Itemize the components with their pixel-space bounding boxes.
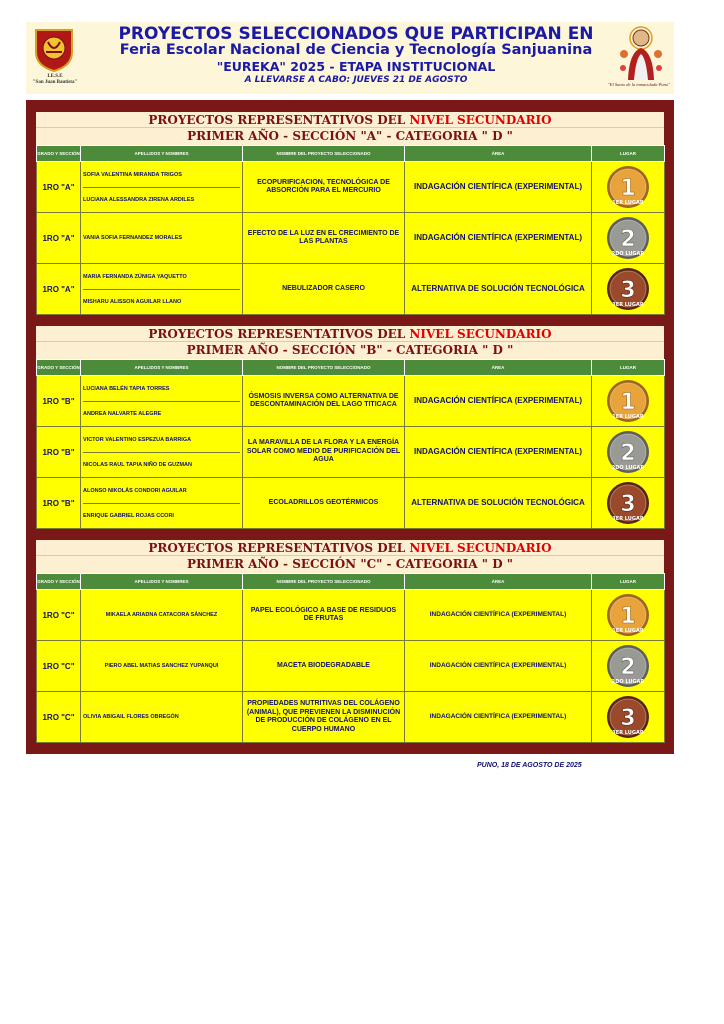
medal-number: 1 <box>620 390 636 415</box>
column-header-grado: GRADO Y SECCIÓN <box>37 360 81 376</box>
medal-number: 1 <box>620 604 636 629</box>
bronze-medal-icon <box>606 480 650 526</box>
school-label-1: I.E.S.E <box>47 74 63 79</box>
medal-label: 1ER LUGAR <box>612 200 644 206</box>
grado-cell: 1RO "A" <box>37 162 81 213</box>
school-crest-icon <box>32 26 76 72</box>
medal-number: 3 <box>620 706 636 731</box>
student-name: VANIA SOFIA FERNANDEZ MORALES <box>83 235 183 241</box>
table-header-row <box>37 146 665 162</box>
silver-medal-icon <box>606 643 650 689</box>
table-row <box>37 427 665 478</box>
student-name: MIKAELA ARIADNA CATACORA SÁNCHEZ <box>105 612 218 618</box>
grado-cell: 1RO "C" <box>37 692 81 743</box>
gold-medal-icon <box>606 592 650 638</box>
column-header-grado: GRADO Y SECCIÓN <box>37 146 81 162</box>
results-table <box>36 573 665 743</box>
names-cell <box>81 478 243 529</box>
area-cell: INDAGACIÓN CIENTÍFICA (EXPERIMENTAL) <box>405 692 592 743</box>
place-cell <box>592 427 665 478</box>
project-cell: PROPIEDADES NUTRITIVAS DEL COLÁGENO (ANIMAL), QUE PREVIENEN LA DISMINUCIÓN DE PRODUCCIÓN DE COLÁGENO EN EL CUERPO HUMANO <box>243 692 405 743</box>
column-header-grado: GRADO Y SECCIÓN <box>37 574 81 590</box>
table-row <box>37 213 665 264</box>
column-header-nombres: APELLIDOS Y NOMBRES <box>81 146 243 162</box>
page-subtitle: Feria Escolar Nacional de Ciencia y Tecnología Sanjuanina <box>119 42 593 58</box>
project-cell: ÓSMOSIS INVERSA COMO ALTERNATIVA DE DESCONTAMINACIÓN DEL LAGO TITICACA <box>243 376 405 427</box>
section-title: PROYECTOS REPRESENTATIVOS DEL NIVEL SECUNDARIO <box>36 326 664 342</box>
section-title: PROYECTOS REPRESENTATIVOS DEL NIVEL SECUNDARIO <box>36 112 664 128</box>
names-cell <box>81 590 243 641</box>
medal-label: 2DO LUGAR <box>611 679 645 685</box>
area-cell: INDAGACIÓN CIENTÍFICA (EXPERIMENTAL) <box>405 213 592 264</box>
column-header-area: ÁREA <box>405 574 592 590</box>
student-name: PIERO ABEL MATIAS SANCHEZ YUPANQUI <box>104 663 219 669</box>
medal-number: 2 <box>620 227 636 252</box>
section-title-highlight: NIVEL SECUNDARIO <box>409 113 552 127</box>
project-cell: MACETA BIODEGRADABLE <box>243 641 405 692</box>
right-logo-caption: "El Santo de la inmaculada Puno" <box>607 82 671 87</box>
medal-label: 3ER LUGAR <box>612 516 644 522</box>
grado-cell: 1RO "B" <box>37 478 81 529</box>
grado-cell: 1RO "B" <box>37 376 81 427</box>
column-header-proyecto: NOMBRE DEL PROYECTO SELECCIONADO <box>243 360 405 376</box>
table-header-row <box>37 574 665 590</box>
medal-label: 2DO LUGAR <box>611 251 645 257</box>
table-row <box>37 376 665 427</box>
medal-label: 1ER LUGAR <box>612 628 644 634</box>
student-name: NICOLAS RAUL TAPIA NIÑO DE GUZMAN <box>83 452 240 477</box>
table-row <box>37 162 665 213</box>
project-cell: LA MARAVILLA DE LA FLORA Y LA ENERGÍA SOLAR COMO MEDIO DE PURIFICACIÓN DEL AGUA <box>243 427 405 478</box>
section-c <box>36 540 664 743</box>
grado-cell: 1RO "A" <box>37 264 81 315</box>
student-name: ALONSO NIKOLÁS CONDORI AGUILAR <box>83 487 187 494</box>
place-cell <box>592 162 665 213</box>
area-cell: INDAGACIÓN CIENTÍFICA (EXPERIMENTAL) <box>405 590 592 641</box>
place-cell <box>592 641 665 692</box>
silver-medal-icon <box>606 429 650 475</box>
area-cell: INDAGACIÓN CIENTÍFICA (EXPERIMENTAL) <box>405 162 592 213</box>
table-row <box>37 692 665 743</box>
names-cell <box>81 264 243 315</box>
section-a <box>36 112 664 315</box>
section-subtitle: PRIMER AÑO - SECCIÓN "B" - CATEGORIA " D " <box>186 343 514 357</box>
column-header-nombres: APELLIDOS Y NOMBRES <box>81 574 243 590</box>
project-cell: ECOLADRILLOS GEOTÉRMICOS <box>243 478 405 529</box>
table-row <box>37 590 665 641</box>
student-name: ENRIQUE GABRIEL ROJAS CCORI <box>83 503 240 528</box>
table-row <box>37 478 665 529</box>
medal-number: 3 <box>620 278 636 303</box>
student-name: LUCIANA ALESSANDRA ZIRENA ARDILES <box>83 187 240 212</box>
medal-number: 1 <box>620 176 636 201</box>
place-cell <box>592 213 665 264</box>
place-cell <box>592 264 665 315</box>
student-name: SOFIA VALENTINA MIRANDA TRIGOS <box>83 171 182 178</box>
table-row <box>37 264 665 315</box>
names-cell <box>81 427 243 478</box>
edition-title: "EUREKA" 2025 - ETAPA INSTITUCIONAL <box>216 59 496 74</box>
student-name: LUCIANA BELÉN TAPIA TORRES <box>83 385 170 392</box>
names-cell <box>81 213 243 264</box>
table-row <box>37 641 665 692</box>
section-subtitle: PRIMER AÑO - SECCIÓN "A" - CATEGORIA " D " <box>187 129 513 143</box>
bronze-medal-icon <box>606 694 650 740</box>
grado-cell: 1RO "A" <box>37 213 81 264</box>
silver-medal-icon <box>606 215 650 261</box>
gold-medal-icon <box>606 164 650 210</box>
saint-image-icon <box>614 24 668 86</box>
place-cell <box>592 478 665 529</box>
column-header-area: ÁREA <box>405 360 592 376</box>
medal-label: 1ER LUGAR <box>612 414 644 420</box>
project-cell: EFECTO DE LA LUZ EN EL CRECIMIENTO DE LAS PLANTAS <box>243 213 405 264</box>
medal-number: 3 <box>620 492 636 517</box>
area-cell: ALTERNATIVA DE SOLUCIÓN TECNOLÓGICA <box>405 478 592 529</box>
grado-cell: 1RO "C" <box>37 641 81 692</box>
event-date: A LLEVARSE A CABO: JUEVES 21 DE AGOSTO <box>244 75 468 85</box>
place-date: PUNO, 18 DE AGOSTO DE 2025 <box>477 762 582 769</box>
medal-label: 3ER LUGAR <box>612 302 644 308</box>
names-cell <box>81 641 243 692</box>
place-cell <box>592 590 665 641</box>
page-header <box>26 22 674 94</box>
student-name: MARIA FERNANDA ZÚNIGA YAQUETTO <box>83 273 187 280</box>
project-cell: ECOPURIFICACION, TECNOLÓGICA DE ABSORCIÓN PARA EL MERCURIO <box>243 162 405 213</box>
medal-label: 3ER LUGAR <box>612 730 644 736</box>
column-header-lugar: LUGAR <box>592 360 665 376</box>
medal-number: 2 <box>620 441 636 466</box>
student-name: VICTOR VALENTINO ESPEZUA BARRIGA <box>83 436 192 443</box>
student-name: ANDREA NALVARTE ALEGRE <box>83 401 240 426</box>
column-header-nombres: APELLIDOS Y NOMBRES <box>81 360 243 376</box>
section-subtitle: PRIMER AÑO - SECCIÓN "C" - CATEGORIA " D " <box>186 557 514 571</box>
column-header-proyecto: NOMBRE DEL PROYECTO SELECCIONADO <box>243 146 405 162</box>
area-cell: INDAGACIÓN CIENTÍFICA (EXPERIMENTAL) <box>405 427 592 478</box>
place-cell <box>592 376 665 427</box>
grado-cell: 1RO "C" <box>37 590 81 641</box>
project-cell: PAPEL ECOLÓGICO A BASE DE RESIDUOS DE FRUTAS <box>243 590 405 641</box>
grado-cell: 1RO "B" <box>37 427 81 478</box>
gold-medal-icon <box>606 378 650 424</box>
project-cell: NEBULIZADOR CASERO <box>243 264 405 315</box>
section-title-highlight: NIVEL SECUNDARIO <box>409 541 552 555</box>
names-cell <box>81 376 243 427</box>
results-table <box>36 145 665 315</box>
medal-label: 2DO LUGAR <box>611 465 645 471</box>
section-title-highlight: NIVEL SECUNDARIO <box>409 327 552 341</box>
names-cell <box>81 162 243 213</box>
school-label-2: "San Juan Bautista" <box>32 80 78 85</box>
names-cell <box>81 692 243 743</box>
table-header-row <box>37 360 665 376</box>
bronze-medal-icon <box>606 266 650 312</box>
section-title: PROYECTOS REPRESENTATIVOS DEL NIVEL SECUNDARIO <box>36 540 664 556</box>
area-cell: INDAGACIÓN CIENTÍFICA (EXPERIMENTAL) <box>405 376 592 427</box>
column-header-area: ÁREA <box>405 146 592 162</box>
area-cell: ALTERNATIVA DE SOLUCIÓN TECNOLÓGICA <box>405 264 592 315</box>
place-cell <box>592 692 665 743</box>
student-name: MISHARU ALISSON AGUILAR LLANO <box>83 289 240 314</box>
page-title: PROYECTOS SELECCIONADOS QUE PARTICIPAN EN <box>118 24 594 44</box>
results-frame <box>26 100 674 754</box>
section-b <box>36 326 664 529</box>
student-name: OLIVIA ABIGAIL FLORES OBREGÓN <box>83 714 179 720</box>
column-header-lugar: LUGAR <box>592 146 665 162</box>
column-header-proyecto: NOMBRE DEL PROYECTO SELECCIONADO <box>243 574 405 590</box>
column-header-lugar: LUGAR <box>592 574 665 590</box>
area-cell: INDAGACIÓN CIENTÍFICA (EXPERIMENTAL) <box>405 641 592 692</box>
results-table <box>36 359 665 529</box>
medal-number: 2 <box>620 655 636 680</box>
